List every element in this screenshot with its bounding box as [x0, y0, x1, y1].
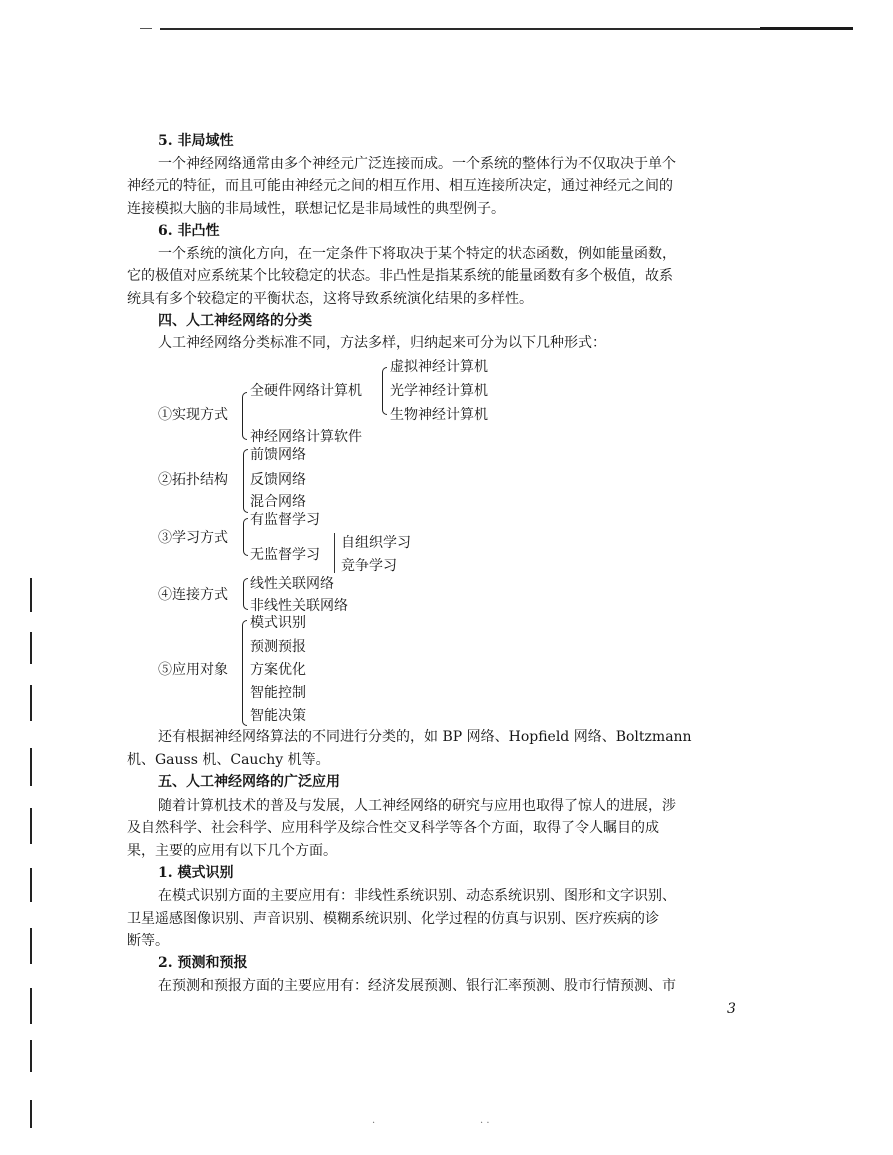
binding-mark	[30, 685, 32, 721]
tree-unsup-child-2: 竞争学习	[341, 558, 397, 574]
tree-hw-child-3: 生物神经计算机	[390, 407, 488, 423]
tree-topo-label: ②拓扑结构	[158, 472, 228, 488]
tree-conn-item-1: 线性关联网络	[250, 576, 334, 592]
tree-learn-supervised: 有监督学习	[250, 512, 320, 528]
page-number: 3	[727, 1001, 736, 1017]
binding-mark	[30, 578, 32, 612]
tree-impl-sw: 神经网络计算软件	[250, 429, 362, 445]
section-6-line-1: 一个系统的演化方向，在一定条件下将取决于某个特定的状态函数，例如能量函数，	[158, 246, 676, 262]
app-1-line-2: 卫星遥感图像识别、声音识别、模糊系统识别、化学过程的仿真与识别、医疗疾病的诊	[127, 911, 659, 927]
app-1-line-1: 在模式识别方面的主要应用有：非线性系统识别、动态系统识别、图形和文字识别、	[158, 888, 676, 904]
tree-app-item-2: 预测预报	[250, 639, 306, 655]
part-5-line-3: 果，主要的应用有以下几个方面。	[127, 843, 337, 859]
tree-hw-child-2: 光学神经计算机	[390, 383, 488, 399]
app-1-title: 1. 模式识别	[158, 865, 234, 881]
tree-app-item-5: 智能决策	[250, 708, 306, 724]
tree-learn-label: ③学习方式	[158, 530, 228, 546]
section-5-line-1: 一个神经网络通常由多个神经元广泛连接而成。一个系统的整体行为不仅取决于单个	[158, 156, 676, 172]
header-rule	[160, 28, 853, 30]
section-5-title: 5. 非局域性	[158, 133, 234, 149]
binding-mark	[30, 632, 32, 664]
tree-topo-item-3: 混合网络	[250, 494, 306, 510]
tree-app-item-3: 方案优化	[250, 662, 306, 678]
scan-speck: ·	[372, 1118, 376, 1129]
tree-hw-child-1: 虚拟神经计算机	[390, 359, 488, 375]
tree-topo-brace	[243, 449, 248, 513]
section-5-line-3: 连接模拟大脑的非局域性，联想记忆是非局域性的典型例子。	[127, 201, 505, 217]
algo-line-2: 机、Gauss 机、Cauchy 机等。	[127, 752, 330, 768]
tree-learn-unsupervised: 无监督学习	[250, 547, 320, 563]
section-6-line-3: 统具有多个较稳定的平衡状态，这将导致系统演化结果的多样性。	[127, 291, 533, 307]
part-5-title: 五、人工神经网络的广泛应用	[158, 774, 340, 790]
tree-app-item-1: 模式识别	[250, 615, 306, 631]
tree-app-item-4: 智能控制	[250, 685, 306, 701]
binding-mark	[30, 808, 32, 844]
binding-mark	[30, 1040, 32, 1072]
app-2-title: 2. 预测和预报	[158, 955, 248, 971]
tree-impl-hw: 全硬件网络计算机	[250, 383, 362, 399]
part-5-line-2: 及自然科学、社会科学、应用科学及综合性交叉科学等各个方面，取得了令人瞩目的成	[127, 820, 659, 836]
tree-learn-brace	[243, 518, 248, 556]
tree-conn-brace	[243, 578, 248, 610]
part-4-title: 四、人工神经网络的分类	[158, 313, 312, 329]
binding-mark	[30, 928, 32, 964]
app-2-line-1: 在预测和预报方面的主要应用有：经济发展预测、银行汇率预测、股市行情预测、市	[158, 978, 676, 994]
tree-conn-label: ④连接方式	[158, 587, 228, 603]
tree-topo-item-2: 反馈网络	[250, 472, 306, 488]
tree-conn-item-2: 非线性关联网络	[250, 598, 348, 614]
section-6-title: 6. 非凸性	[158, 223, 220, 239]
tree-hw-brace	[382, 367, 387, 415]
tree-impl-label: ①实现方式	[158, 407, 228, 423]
tree-app-brace	[242, 620, 247, 726]
scan-speck: · ·	[480, 1118, 490, 1129]
tree-app-label: ⑤应用对象	[158, 662, 228, 678]
section-5-line-2: 神经元的特征，而且可能由神经元之间的相互作用、相互连接所决定，通过神经元之间的	[127, 178, 673, 194]
binding-mark	[30, 988, 32, 1024]
part-5-line-1: 随着计算机技术的普及与发展，人工神经网络的研究与应用也取得了惊人的进展，涉	[158, 798, 676, 814]
tree-unsup-bar	[334, 533, 335, 573]
header-dash	[140, 28, 152, 29]
binding-mark	[30, 868, 32, 902]
binding-mark	[30, 748, 32, 786]
tree-impl-brace	[242, 392, 247, 440]
header-rule-end	[760, 27, 853, 30]
section-6-line-2: 它的极值对应系统某个比较稳定的状态。非凸性是指某系统的能量函数有多个极值，故系	[127, 268, 673, 284]
algo-line-1: 还有根据神经网络算法的不同进行分类的，如 BP 网络、Hopfield 网络、Boltzmann	[158, 729, 692, 745]
tree-unsup-child-1: 自组织学习	[341, 535, 411, 551]
part-4-intro: 人工神经网络分类标准不同，方法多样，归纳起来可分为以下几种形式：	[158, 335, 606, 351]
tree-topo-item-1: 前馈网络	[250, 447, 306, 463]
binding-mark	[30, 1100, 32, 1128]
app-1-line-3: 断等。	[127, 933, 169, 949]
